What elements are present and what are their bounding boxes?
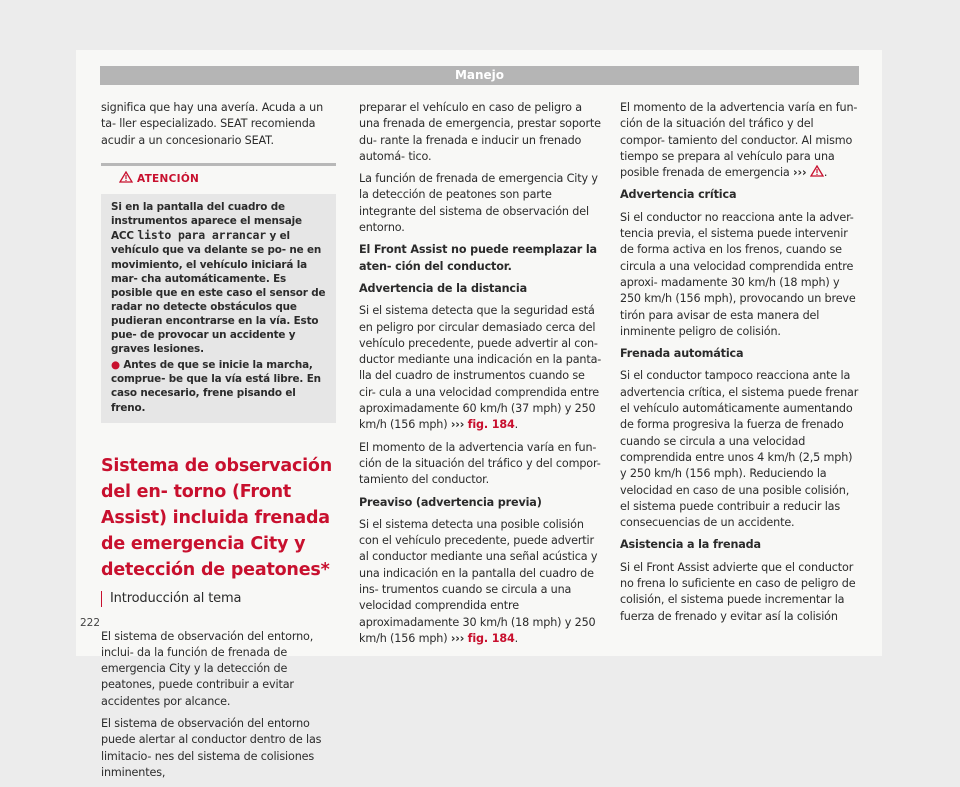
paragraph: El sistema de observación del entorno puede alertar al conductor dentro de las limitacio- nes del sistema de colisiones inminentes, [101, 717, 322, 779]
display-message: listo para arrancar [137, 228, 267, 243]
paragraph: La función de frenada de emergencia City y la detección de peatones son parte integrante del sistema de observación del entorno. [359, 172, 598, 235]
subheading-pre-warning: Preaviso (advertencia previa) [359, 495, 542, 509]
paragraph: Si el conductor no reacciona ante la adver- tencia previa, el sistema puede intervenir de forma activa en los frenos, cuando se circula a una velocidad comprendida entre aproxi- madamente 30 km/h (18 mph) y 250 km/h (156 mph), provocando un breve tirón para avisar de esta manera del inminente peligro de colisión. [620, 210, 856, 338]
emphasis-paragraph: El Front Assist no puede reemplazar la aten- ción del conductor. [359, 243, 597, 273]
paragraph: preparar el vehículo en caso de peligro a una frenada de emergencia, prestar soporte du- rante la frenada e inducir un frenado automá- tico. [359, 101, 601, 163]
paragraph: Si el sistema detecta una posible colisión con el vehículo precedente, puede advertir al conductor mediante una señal acústica y una indicación en la pantalla del cuadro de ins- trumentos cuando se circula a una velocidad comprendida entre aproximadamente 30 km/h (18 mph) y 250 km/h (156 mph) ››› fig. 184. [359, 517, 598, 645]
subheading-brake-assist: Asistencia a la frenada [620, 538, 761, 552]
column-3 [620, 100, 860, 631]
column-2 [359, 100, 602, 653]
warning-bullet-text: Antes de que se inicie la marcha, comprue- be que la vía está libre. En caso necesario, frene pisando el freno. [111, 359, 321, 414]
subheading-distance-warning: Advertencia de la distancia [359, 281, 527, 295]
ref-arrow: ››› [793, 166, 807, 180]
warning-bullet [111, 358, 326, 414]
paragraph: El sistema de observación del entorno, inclui- da la función de frenada de emergencia City y la detección de peatones, puede contribuir a evitar accidentes por alcance. [101, 629, 314, 708]
subheading-automatic-braking: Frenada automática [620, 347, 744, 361]
paragraph: El momento de la advertencia varía en fun- ción de la situación del tráfico y del compor- tamiento del conductor. Al mismo tiempo se prepara al vehículo para una posible frenada de emergencia ››› . [620, 101, 858, 180]
ref-arrow: ››› [450, 631, 465, 645]
figure-link[interactable]: fig. 184 [467, 418, 515, 432]
paragraph-text: Si el sistema detecta una posible colisión con el vehículo precedente, puede advertir al conductor mediante una señal acústica y una indicación en la pantalla del cuadro de ins- trumentos cuando se circula a una velocidad comprendida entre aproximadamente 30 km/h (18 mph) y 250 km/h (156 mph) [359, 517, 598, 645]
warning-triangle-icon [119, 171, 133, 183]
warning-box [101, 163, 336, 423]
column-1 [101, 100, 341, 787]
paragraph-text: El momento de la advertencia varía en fun- ción de la situación del tráfico y del compor- tamiento del conductor. Al mismo tiempo se prepara al vehículo para una posible frenada de emergencia [620, 101, 858, 180]
section-title: Sistema de observación del en- torno (Front Assist) incluida frenada de emergencia City y detección de peatones* [101, 455, 333, 580]
paragraph: Si el sistema detecta que la seguridad está en peligro por circular demasiado cerca del vehículo precedente, puede advertir al con- ductor mediante una indicación en la panta- lla del cuadro de instrumentos cuando se cir- cula a una velocidad comprendida entre aproximadamente 60 km/h (37 mph) y 250 km/h (156 mph) ››› fig. 184. [359, 304, 602, 432]
paragraph: Si el conductor tampoco reacciona ante la advertencia crítica, el sistema puede frenar el vehículo automáticamente aumentando de forma progresiva la fuerza de frenado cuando se circula a una velocidad comprendida entre unos 4 km/h (2,5 mph) y 250 km/h (156 mph). Reduciendo la velocidad en caso de una posible colisión, el sistema puede contribuir a reducir las consecuencias de un accidente. [620, 369, 859, 530]
paragraph: significa que hay una avería. Acuda a un ta- ller especializado. SEAT recomienda acudir a un concesionario SEAT. [101, 101, 324, 147]
warning-title [101, 166, 336, 194]
paragraph: Si el Front Assist advierte que el conductor no frena lo suficiente en caso de peligro de colisión, el sistema puede incrementar la fuerza de frenado y evitar así la colisión [620, 560, 856, 623]
warning-text-a: Si en la pantalla del cuadro de instrumentos aparece el mensaje ACC [111, 201, 302, 243]
section-subtitle: Introducción al tema [101, 591, 341, 607]
paragraph: El momento de la advertencia varía en fun- ción de la situación del tráfico y del compor- tamiento del conductor. [359, 440, 601, 487]
page-number: 222 [80, 617, 101, 629]
figure-link[interactable]: fig. 184 [467, 631, 515, 645]
warning-text-b: y el vehículo que va delante se po- ne en movimiento, el vehículo iniciará la mar- cha automáticamente. Es posible que en este caso el sensor de radar no detecte obstáculos que pudieran encontrarse en la vía. Esto pue- de provocar un accidente y graves lesiones. [111, 230, 326, 356]
warning-triangle-icon[interactable] [810, 165, 824, 177]
chapter-header: Manejo [100, 66, 859, 85]
warning-title-text: ATENCIÓN [136, 172, 200, 185]
subheading-critical-warning: Advertencia crítica [620, 188, 737, 202]
paragraph-text: Si el sistema detecta que la seguridad está en peligro por circular demasiado cerca del vehículo precedente, puede advertir al con- ductor mediante una indicación en la panta- lla del cuadro de instrumentos cuando se cir- cula a una velocidad comprendida entre aproximadamente 60 km/h (37 mph) y 250 km/h (156 mph) [359, 304, 602, 432]
warning-body [101, 194, 336, 422]
bullet-icon: ● [111, 359, 120, 372]
ref-arrow: ››› [450, 418, 465, 432]
